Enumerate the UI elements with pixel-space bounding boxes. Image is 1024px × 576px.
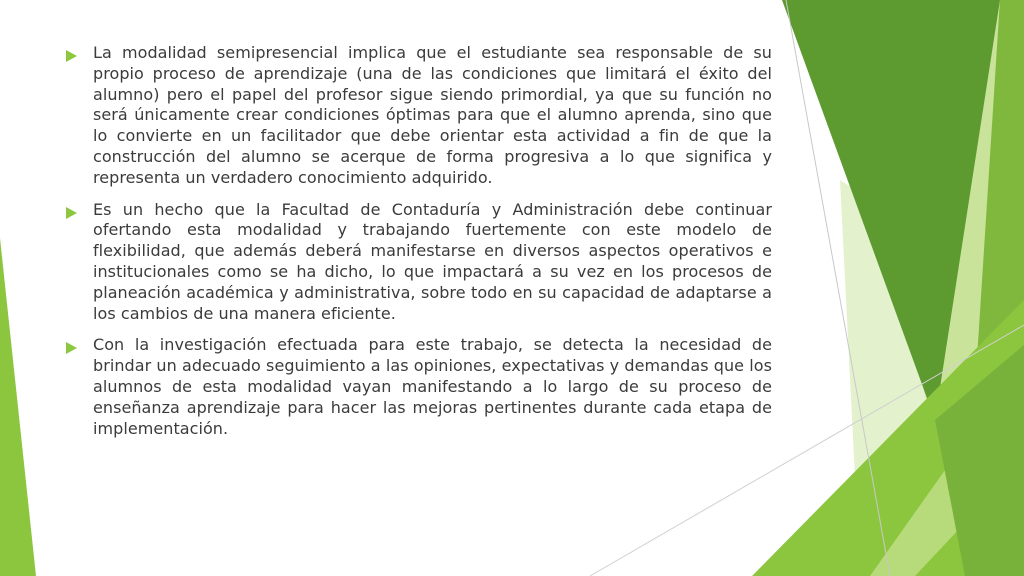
bullet-text: La modalidad semipresencial implica que el estudiante sea responsable de su propio proceso de aprendizaje (una de las condiciones que limitará el éxito del alumno) pero el papel del profesor sigue siendo primordial, ya que su función no será únicamente crear condiciones óptimas para que el alumno aprenda, sino que lo convierte en un facilitador que debe orientar esta actividad a fin de que la construcción del alumno se acerque de forma progresiva a lo que significa y representa un verdadero conocimiento adquirido. xyxy=(93,43,772,187)
bullet-text: Con la investigación efectuada para este trabajo, se detecta la necesidad de brindar un adecuado seguimiento a las opiniones, expectativas y demandas que los alumnos de esta modalidad vayan manifestando a lo largo de su proceso de enseñanza aprendizaje para hacer las mejoras pertinentes durante cada etapa de implementación. xyxy=(93,335,772,438)
list-item xyxy=(64,43,772,189)
list-item xyxy=(64,200,772,325)
list-item xyxy=(64,335,772,439)
triangle-right-icon xyxy=(66,207,77,219)
bullet-text: Es un hecho que la Facultad de Contaduría y Administración debe continuar ofertando esta modalidad y trabajando fuertemente con este modelo de flexibilidad, que además deberá manifestarse en diversos aspectos operativos e institucionales como se ha dicho, lo que impactará a su vez en los procesos de planeación académica y administrativa, sobre todo en su capacidad de adaptarse a los cambios de una manera eficiente. xyxy=(93,199,772,323)
triangle-right-icon xyxy=(66,50,77,62)
left-green-sliver xyxy=(0,238,36,576)
bullet-list xyxy=(64,43,772,450)
triangle-right-icon xyxy=(66,342,77,354)
